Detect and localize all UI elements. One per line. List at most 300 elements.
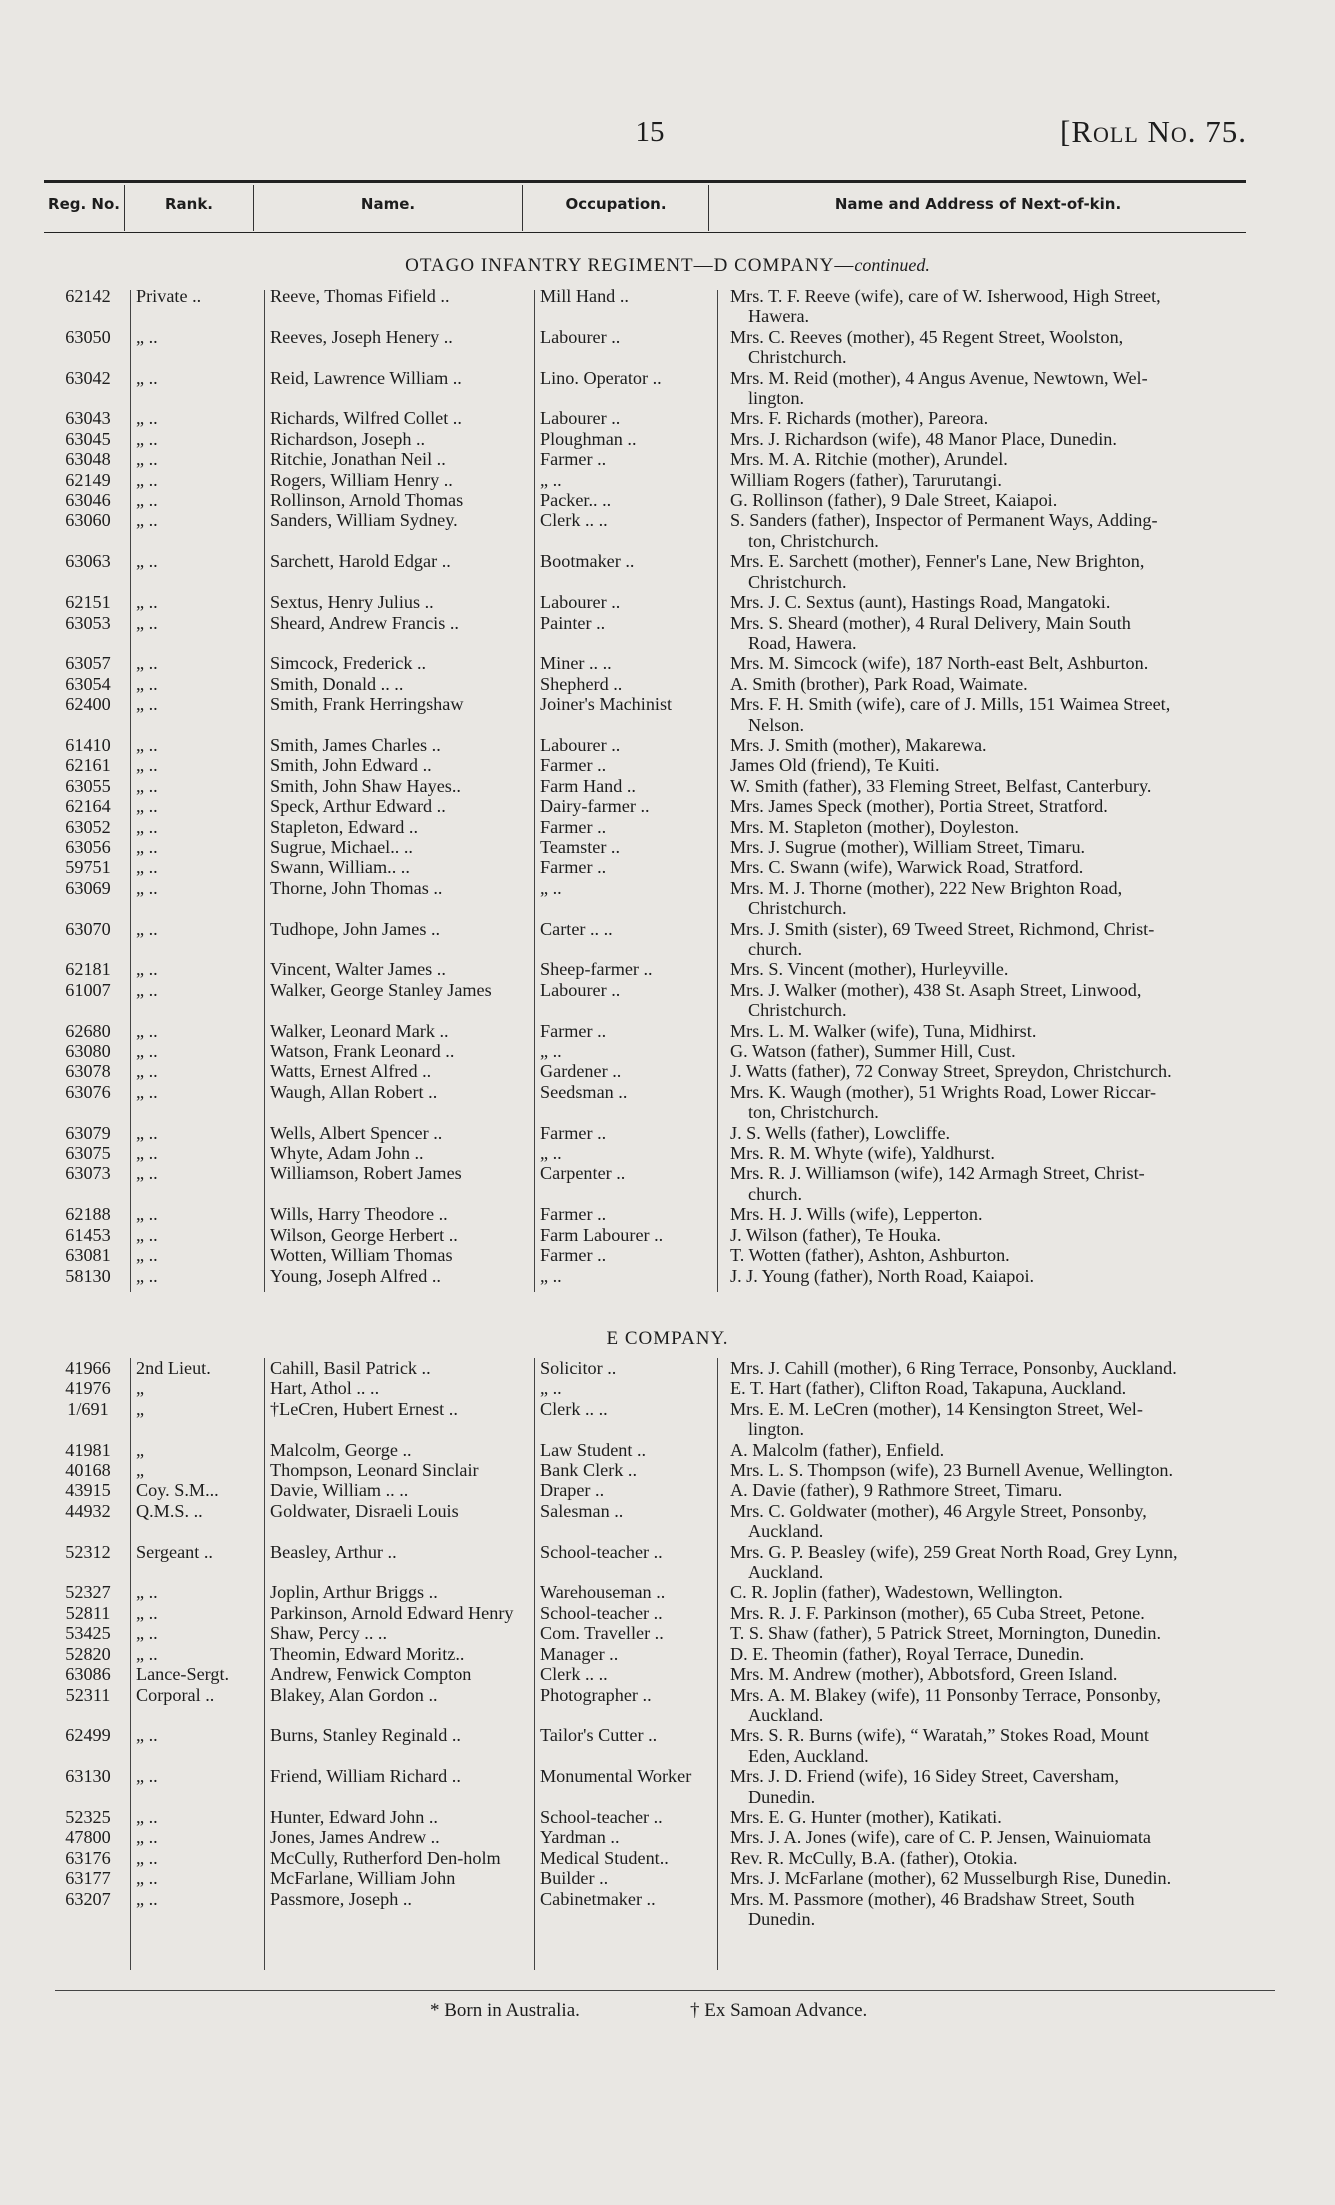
name-cell: Walker, George Stanley James [270, 979, 492, 1000]
rank-cell: „ .. [136, 1163, 158, 1184]
next-of-kin-continuation: Auckland. [748, 1562, 824, 1583]
reg-no-cell: 63130 [65, 1766, 111, 1787]
table-row [0, 286, 1335, 327]
next-of-kin-line: Mrs. F. H. Smith (wife), care of J. Mills, 151 Waimea Street, [730, 694, 1171, 715]
next-of-kin-line: J. Watts (father), 72 Conway Street, Spreydon, Christchurch. [730, 1061, 1172, 1082]
name-cell: Joplin, Arthur Briggs .. [270, 1582, 438, 1603]
reg-no-cell: 63177 [65, 1868, 111, 1889]
name-cell: Ritchie, Jonathan Neil .. [270, 449, 446, 470]
name-cell: Jones, James Andrew .. [270, 1827, 440, 1848]
next-of-kin-line: A. Malcolm (father), Enfield. [730, 1439, 945, 1460]
next-of-kin-line: Mrs. S. R. Burns (wife), “ Waratah,” Stokes Road, Mount [730, 1725, 1149, 1746]
rank-cell: „ .. [136, 551, 158, 572]
table-row [0, 1082, 1335, 1123]
next-of-kin-line: Mrs. J. Smith (mother), Makarewa. [730, 734, 987, 755]
next-of-kin-cell [730, 1623, 1282, 1643]
table-row [0, 1766, 1335, 1807]
rank-cell: Sergeant .. [136, 1541, 213, 1562]
occupation-cell: Draper .. [540, 1480, 605, 1501]
next-of-kin-cell [730, 429, 1282, 449]
table-row [0, 449, 1335, 469]
rank-cell: „ .. [136, 816, 158, 837]
next-of-kin-continuation: Christchurch. [748, 347, 847, 368]
name-cell: Waugh, Allan Robert .. [270, 1081, 438, 1102]
rank-cell: „ .. [136, 734, 158, 755]
table-row [0, 1163, 1335, 1204]
next-of-kin-continuation: Christchurch. [748, 1000, 847, 1021]
next-of-kin-line: Mrs. L. S. Thompson (wife), 23 Burnell Avenue, Wellington. [730, 1460, 1174, 1481]
next-of-kin-line: Mrs. E. M. LeCren (mother), 14 Kensington Street, Wel- [730, 1398, 1143, 1419]
footnote-born-australia: * Born in Australia. [430, 2000, 580, 2021]
table-row [0, 959, 1335, 979]
table-row [0, 368, 1335, 409]
name-cell: Passmore, Joseph .. [270, 1888, 412, 1909]
next-of-kin-line: Mrs. J. Sugrue (mother), William Street, Timaru. [730, 836, 1086, 857]
rank-cell: „ .. [136, 918, 158, 939]
rank-cell: „ .. [136, 979, 158, 1000]
section-title-d-company [0, 255, 1335, 277]
next-of-kin-line: D. E. Theomin (father), Royal Terrace, Dunedin. [730, 1643, 1085, 1664]
occupation-cell: Medical Student.. [540, 1847, 669, 1868]
next-of-kin-cell [730, 1603, 1282, 1623]
table-row [0, 653, 1335, 673]
occupation-cell: Ploughman .. [540, 428, 637, 449]
name-cell: †LeCren, Hubert Ernest .. [270, 1398, 458, 1419]
rank-cell: Q.M.S. .. [136, 1500, 203, 1521]
name-cell: Blakey, Alan Gordon .. [270, 1684, 438, 1705]
next-of-kin-line: Mrs. M. J. Thorne (mother), 222 New Brighton Road, [730, 877, 1123, 898]
next-of-kin-continuation: Eden, Auckland. [748, 1745, 869, 1766]
bottom-rule [55, 1990, 1275, 1991]
next-of-kin-line: Mrs. T. F. Reeve (wife), care of W. Isherwood, High Street, [730, 286, 1161, 306]
header-next-of-kin: Name and Address of Next-of-kin. [834, 195, 1122, 213]
table-row [0, 1440, 1335, 1460]
next-of-kin-cell [730, 1123, 1282, 1143]
reg-no-cell: 63043 [65, 408, 111, 429]
name-cell: McFarlane, William John [270, 1868, 456, 1889]
next-of-kin-line: Mrs. J. D. Friend (wife), 16 Sidey Street, Caversham, [730, 1766, 1119, 1787]
name-cell: Theomin, Edward Moritz.. [270, 1643, 465, 1664]
occupation-cell: School-teacher .. [540, 1602, 663, 1623]
next-of-kin-cell [730, 857, 1282, 877]
rank-cell: „ .. [136, 694, 158, 715]
reg-no-cell: 63042 [65, 367, 111, 388]
name-cell: Williamson, Robert James [270, 1163, 462, 1184]
rank-cell: „ .. [136, 1888, 158, 1909]
reg-no-cell: 62188 [65, 1204, 111, 1225]
next-of-kin-cell [730, 1041, 1282, 1061]
reg-no-cell: 63176 [65, 1847, 111, 1868]
table-row [0, 327, 1335, 368]
next-of-kin-cell [730, 776, 1282, 796]
next-of-kin-line: Mrs. R. J. F. Parkinson (mother), 65 Cuba Street, Petone. [730, 1602, 1145, 1623]
reg-no-cell: 61453 [65, 1224, 111, 1245]
reg-no-cell: 1/691 [67, 1398, 109, 1419]
next-of-kin-line: Mrs. J. Richardson (wife), 48 Manor Place, Dunedin. [730, 428, 1117, 449]
occupation-cell: Teamster .. [540, 836, 621, 857]
table-row [0, 1204, 1335, 1224]
next-of-kin-line: Mrs. J. A. Jones (wife), care of C. P. Jensen, Wainuiomata [730, 1827, 1151, 1848]
header-divider [522, 185, 523, 231]
rank-cell: „ [136, 1378, 145, 1399]
rank-cell: „ .. [136, 1643, 158, 1664]
rank-cell: „ .. [136, 1041, 158, 1062]
reg-no-cell: 58130 [65, 1265, 111, 1286]
rank-cell: „ .. [136, 367, 158, 388]
header-occupation: Occupation. [565, 195, 667, 213]
rank-cell: „ .. [136, 1602, 158, 1623]
name-cell: Tudhope, John James .. [270, 918, 441, 939]
next-of-kin-line: J. J. Young (father), North Road, Kaiapoi. [730, 1265, 1035, 1286]
reg-no-cell: 62400 [65, 694, 111, 715]
table-row [0, 1685, 1335, 1726]
rank-cell: „ .. [136, 1582, 158, 1603]
rank-cell: „ .. [136, 1827, 158, 1848]
occupation-cell: Photographer .. [540, 1684, 652, 1705]
reg-no-cell: 53425 [65, 1623, 111, 1644]
next-of-kin-cell [730, 755, 1282, 775]
reg-no-cell: 63075 [65, 1143, 111, 1164]
d-company-rows [0, 286, 1335, 1286]
name-cell: Watson, Frank Leonard .. [270, 1041, 455, 1062]
reg-no-cell: 41976 [65, 1378, 111, 1399]
rank-cell: „ .. [136, 653, 158, 674]
occupation-cell: Bootmaker .. [540, 551, 635, 572]
reg-no-cell: 63080 [65, 1041, 111, 1062]
reg-no-cell: 63060 [65, 510, 111, 531]
next-of-kin-continuation: Dunedin. [748, 1908, 816, 1929]
next-of-kin-cell [730, 1501, 1282, 1542]
next-of-kin-cell [730, 919, 1282, 960]
occupation-cell: Farmer .. [540, 857, 607, 878]
next-of-kin-continuation: lington. [748, 1419, 805, 1440]
reg-no-cell: 44932 [65, 1500, 111, 1521]
next-of-kin-line: C. R. Joplin (father), Wadestown, Wellington. [730, 1582, 1063, 1603]
rank-cell: „ .. [136, 1122, 158, 1143]
reg-no-cell: 52311 [65, 1684, 111, 1705]
table-row [0, 1266, 1335, 1286]
next-of-kin-line: Mrs. James Speck (mother), Portia Street, Stratford. [730, 796, 1108, 817]
next-of-kin-line: Rev. R. McCully, B.A. (father), Otokia. [730, 1847, 1018, 1868]
header-divider [124, 185, 125, 231]
next-of-kin-cell [730, 1827, 1282, 1847]
occupation-cell: Lino. Operator .. [540, 367, 662, 388]
next-of-kin-line: Mrs. C. Swann (wife), Warwick Road, Stratford. [730, 857, 1084, 878]
table-row [0, 1061, 1335, 1081]
name-cell: Reid, Lawrence William .. [270, 367, 462, 388]
reg-no-cell: 41966 [65, 1358, 111, 1378]
occupation-cell: „ .. [540, 1143, 562, 1164]
occupation-cell: Com. Traveller .. [540, 1623, 664, 1644]
table-row [0, 980, 1335, 1021]
next-of-kin-continuation: church. [748, 939, 803, 959]
next-of-kin-cell [730, 1378, 1282, 1398]
next-of-kin-cell [730, 510, 1282, 551]
header-rank: Rank. [164, 195, 214, 213]
table-row [0, 919, 1335, 960]
occupation-cell: Mill Hand .. [540, 286, 629, 306]
next-of-kin-cell [730, 694, 1282, 735]
occupation-cell: Carpenter .. [540, 1163, 626, 1184]
name-cell: Smith, James Charles .. [270, 734, 441, 755]
reg-no-cell: 63076 [65, 1081, 111, 1102]
table-row [0, 1889, 1335, 1930]
next-of-kin-line: Mrs. H. J. Wills (wife), Lepperton. [730, 1204, 983, 1225]
occupation-cell: Gardener .. [540, 1061, 622, 1082]
table-row [0, 551, 1335, 592]
next-of-kin-cell [730, 1358, 1282, 1378]
name-cell: Davie, William .. .. [270, 1480, 409, 1501]
name-cell: Sheard, Andrew Francis .. [270, 612, 459, 633]
reg-no-cell: 63086 [65, 1664, 111, 1685]
next-of-kin-cell [730, 1480, 1282, 1500]
table-row [0, 470, 1335, 490]
next-of-kin-line: Mrs. M. Stapleton (mother), Doyleston. [730, 816, 1019, 837]
table-row [0, 776, 1335, 796]
next-of-kin-continuation: lington. [748, 388, 805, 409]
name-cell: Beasley, Arthur .. [270, 1541, 397, 1562]
name-cell: Walker, Leonard Mark .. [270, 1020, 449, 1041]
rank-cell: „ .. [136, 612, 158, 633]
rank-cell: „ .. [136, 836, 158, 857]
next-of-kin-cell [730, 1807, 1282, 1827]
next-of-kin-line: Mrs. J. Smith (sister), 69 Tweed Street, Richmond, Christ- [730, 918, 1155, 939]
reg-no-cell: 61007 [65, 979, 111, 1000]
next-of-kin-cell [730, 1225, 1282, 1245]
table-row [0, 1143, 1335, 1163]
reg-no-cell: 63046 [65, 490, 111, 511]
rank-cell: Coy. S.M... [136, 1480, 219, 1501]
next-of-kin-cell [730, 613, 1282, 654]
reg-no-cell: 63079 [65, 1122, 111, 1143]
occupation-cell: Farmer .. [540, 1204, 607, 1225]
next-of-kin-line: Mrs. E. G. Hunter (mother), Katikati. [730, 1806, 1002, 1827]
table-row [0, 755, 1335, 775]
next-of-kin-line: Mrs. S. Sheard (mother), 4 Rural Delivery, Main South [730, 612, 1131, 633]
next-of-kin-line: Mrs. J. McFarlane (mother), 62 Musselburgh Rise, Dunedin. [730, 1868, 1172, 1889]
name-cell: Burns, Stanley Reginald .. [270, 1725, 461, 1746]
next-of-kin-cell [730, 1082, 1282, 1123]
next-of-kin-line: James Old (friend), Te Kuiti. [730, 755, 940, 776]
next-of-kin-cell [730, 1664, 1282, 1684]
next-of-kin-line: G. Rollinson (father), 9 Dale Street, Kaiapoi. [730, 490, 1058, 511]
name-cell: Sarchett, Harold Edgar .. [270, 551, 451, 572]
occupation-cell: Labourer .. [540, 734, 621, 755]
table-row [0, 1603, 1335, 1623]
table-row [0, 592, 1335, 612]
reg-no-cell: 59751 [65, 857, 111, 878]
next-of-kin-cell [730, 551, 1282, 592]
occupation-cell: Farmer .. [540, 1122, 607, 1143]
next-of-kin-cell [730, 1868, 1282, 1888]
next-of-kin-cell [730, 837, 1282, 857]
next-of-kin-line: A. Smith (brother), Park Road, Waimate. [730, 673, 1028, 694]
next-of-kin-line: Mrs. J. C. Sextus (aunt), Hastings Road, Mangatoki. [730, 592, 1111, 613]
reg-no-cell: 63050 [65, 326, 111, 347]
reg-no-cell: 63053 [65, 612, 111, 633]
occupation-cell: Farm Hand .. [540, 775, 636, 796]
occupation-cell: Carter .. .. [540, 918, 613, 939]
table-row [0, 613, 1335, 654]
rank-cell: Private .. [136, 286, 202, 306]
occupation-cell: Labourer .. [540, 979, 621, 1000]
reg-no-cell: 63078 [65, 1061, 111, 1082]
name-cell: Shaw, Percy .. .. [270, 1623, 388, 1644]
next-of-kin-line: A. Davie (father), 9 Rathmore Street, Timaru. [730, 1480, 1063, 1501]
occupation-cell: Tailor's Cutter .. [540, 1725, 658, 1746]
rank-cell: „ .. [136, 755, 158, 776]
next-of-kin-line: Mrs. S. Vincent (mother), Hurleyville. [730, 959, 1009, 980]
name-cell: Smith, John Edward .. [270, 755, 432, 776]
rank-cell: „ .. [136, 877, 158, 898]
name-cell: Speck, Arthur Edward .. [270, 796, 446, 817]
next-of-kin-cell [730, 1061, 1282, 1081]
next-of-kin-cell [730, 674, 1282, 694]
name-cell: Sanders, William Sydney. [270, 510, 458, 531]
next-of-kin-line: W. Smith (father), 33 Fleming Street, Belfast, Canterbury. [730, 775, 1152, 796]
next-of-kin-cell [730, 408, 1282, 428]
table-row [0, 837, 1335, 857]
next-of-kin-cell [730, 1399, 1282, 1440]
table-row [0, 1848, 1335, 1868]
name-cell: Richardson, Joseph .. [270, 428, 426, 449]
next-of-kin-line: Mrs. M. Passmore (mother), 46 Bradshaw Street, South [730, 1888, 1135, 1909]
reg-no-cell: 52312 [65, 1541, 111, 1562]
table-row [0, 1480, 1335, 1500]
table-row [0, 1868, 1335, 1888]
next-of-kin-cell [730, 1163, 1282, 1204]
name-cell: Thorne, John Thomas .. [270, 877, 443, 898]
name-cell: Rogers, William Henry .. [270, 469, 453, 490]
name-cell: Cahill, Basil Patrick .. [270, 1358, 431, 1378]
reg-no-cell: 62499 [65, 1725, 111, 1746]
rank-cell: „ .. [136, 1725, 158, 1746]
name-cell: Sugrue, Michael.. .. [270, 836, 413, 857]
occupation-cell: Solicitor .. [540, 1358, 617, 1378]
table-row [0, 735, 1335, 755]
name-cell: Smith, Donald .. .. [270, 673, 404, 694]
next-of-kin-line: S. Sanders (father), Inspector of Permanent Ways, Adding- [730, 510, 1158, 531]
occupation-cell: Clerk .. .. [540, 510, 608, 531]
reg-no-cell: 61410 [65, 734, 111, 755]
rank-cell: „ [136, 1398, 145, 1419]
rank-cell: „ .. [136, 1224, 158, 1245]
next-of-kin-line: G. Watson (father), Summer Hill, Cust. [730, 1041, 1016, 1062]
reg-no-cell: 63045 [65, 428, 111, 449]
occupation-cell: Sheep-farmer .. [540, 959, 653, 980]
next-of-kin-cell [730, 1440, 1282, 1460]
reg-no-cell: 63057 [65, 653, 111, 674]
next-of-kin-continuation: ton, Christchurch. [748, 1102, 879, 1123]
reg-no-cell: 47800 [65, 1827, 111, 1848]
occupation-cell: „ .. [540, 469, 562, 490]
next-of-kin-line: Mrs. G. P. Beasley (wife), 259 Great North Road, Grey Lynn, [730, 1541, 1178, 1562]
rank-cell: „ .. [136, 796, 158, 817]
next-of-kin-cell [730, 1460, 1282, 1480]
name-cell: Wells, Albert Spencer .. [270, 1122, 443, 1143]
next-of-kin-line: T. S. Shaw (father), 5 Patrick Street, Mornington, Dunedin. [730, 1623, 1162, 1644]
page-number: 15 [635, 116, 665, 148]
reg-no-cell: 62151 [65, 592, 111, 613]
table-row [0, 490, 1335, 510]
next-of-kin-line: J. S. Wells (father), Lowcliffe. [730, 1122, 951, 1143]
next-of-kin-line: Mrs. M. Simcock (wife), 187 North-east Belt, Ashburton. [730, 653, 1149, 674]
e-company-rows [0, 1358, 1335, 1929]
next-of-kin-line: Mrs. R. J. Williamson (wife), 142 Armagh Street, Christ- [730, 1163, 1145, 1184]
reg-no-cell: 52325 [65, 1806, 111, 1827]
header-rule [44, 232, 1246, 233]
section-d-continued: continued. [854, 255, 930, 275]
reg-no-cell: 43915 [65, 1480, 111, 1501]
name-cell: Goldwater, Disraeli Louis [270, 1500, 459, 1521]
occupation-cell: School-teacher .. [540, 1541, 663, 1562]
next-of-kin-cell [730, 490, 1282, 510]
occupation-cell: Labourer .. [540, 326, 621, 347]
next-of-kin-continuation: Road, Hawera. [748, 632, 857, 653]
table-row [0, 1501, 1335, 1542]
next-of-kin-cell [730, 368, 1282, 409]
name-cell: Hunter, Edward John .. [270, 1806, 438, 1827]
rank-cell: „ .. [136, 428, 158, 449]
next-of-kin-cell [730, 980, 1282, 1021]
reg-no-cell: 52327 [65, 1582, 111, 1603]
next-of-kin-continuation: Auckland. [748, 1521, 824, 1542]
next-of-kin-continuation: Hawera. [748, 306, 810, 327]
header-divider [253, 185, 254, 231]
name-cell: Rollinson, Arnold Thomas [270, 490, 464, 511]
next-of-kin-cell [730, 449, 1282, 469]
occupation-cell: „ .. [540, 1378, 562, 1399]
reg-no-cell: 52811 [65, 1602, 111, 1623]
name-cell: Andrew, Fenwick Compton [270, 1664, 472, 1685]
next-of-kin-cell [730, 1021, 1282, 1041]
occupation-cell: Manager .. [540, 1643, 619, 1664]
next-of-kin-cell [730, 592, 1282, 612]
reg-no-cell: 62161 [65, 755, 111, 776]
name-cell: Thompson, Leonard Sinclair [270, 1460, 479, 1481]
occupation-cell: Warehouseman .. [540, 1582, 666, 1603]
next-of-kin-line: Mrs. J. Cahill (mother), 6 Ring Terrace, Ponsonby, Auckland. [730, 1358, 1177, 1378]
rank-cell: „ .. [136, 1204, 158, 1225]
next-of-kin-cell [730, 1685, 1282, 1726]
header-divider [708, 185, 709, 231]
rank-cell: „ .. [136, 408, 158, 429]
rank-cell: „ .. [136, 857, 158, 878]
reg-no-cell: 41981 [65, 1439, 111, 1460]
rank-cell: „ .. [136, 1806, 158, 1827]
table-row [0, 1725, 1335, 1766]
table-row [0, 1399, 1335, 1440]
name-cell: Simcock, Frederick .. [270, 653, 427, 674]
name-cell: McCully, Rutherford Den-holm [270, 1847, 501, 1868]
reg-no-cell: 63073 [65, 1163, 111, 1184]
table-row [0, 1664, 1335, 1684]
reg-no-cell: 63081 [65, 1245, 111, 1266]
name-cell: Vincent, Walter James .. [270, 959, 446, 980]
next-of-kin-line: Mrs. C. Goldwater (mother), 46 Argyle Street, Ponsonby, [730, 1500, 1147, 1521]
reg-no-cell: 62142 [65, 286, 111, 306]
name-cell: Swann, William.. .. [270, 857, 410, 878]
rank-cell: „ .. [136, 592, 158, 613]
reg-no-cell: 62680 [65, 1020, 111, 1041]
table-row [0, 878, 1335, 919]
name-cell: Smith, Frank Herringshaw [270, 694, 464, 715]
occupation-cell: Law Student .. [540, 1439, 647, 1460]
table-row [0, 1225, 1335, 1245]
occupation-cell: Builder .. [540, 1868, 609, 1889]
table-row [0, 1041, 1335, 1061]
next-of-kin-line: Mrs. E. Sarchett (mother), Fenner's Lane, New Brighton, [730, 551, 1145, 572]
